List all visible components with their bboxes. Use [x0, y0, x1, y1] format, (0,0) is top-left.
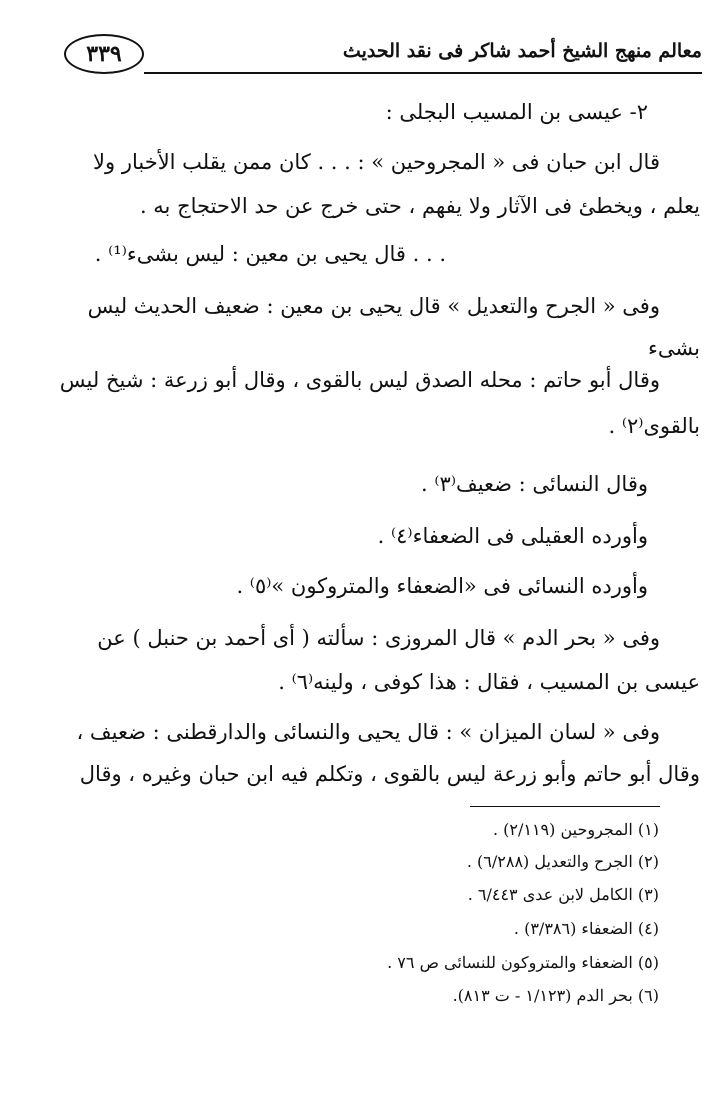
footnote-1: (١) المجروحين (٢/١١٩) .: [492, 820, 659, 839]
body-line: بالقوى⁽٢⁾ .: [608, 414, 700, 438]
body-line: وأورده العقيلى فى الضعفاء⁽٤⁾ .: [377, 524, 648, 548]
body-line: يعلم ، ويخطئ فى الآثار ولا يفهم ، حتى خرج عن حد الاحتجاج به .: [139, 194, 700, 218]
footnote-rule: [470, 806, 660, 807]
body-line: بشىء: [648, 336, 700, 360]
page-header: [62, 34, 702, 80]
body-line: وفى « بحر الدم » قال المروزى : سألته ( أى أحمد بن حنبل ) عن: [97, 626, 660, 650]
body-line: قال ابن حبان فى « المجروحين » : . . . كان ممن يقلب الأخبار ولا: [93, 150, 660, 174]
body-line: وقال النسائى : ضعيف⁽٣⁾ .: [421, 472, 648, 496]
body-line: عيسى بن المسيب ، فقال : هذا كوفى ، ولينه⁽٦⁾ .: [278, 670, 700, 694]
body-line: وفى « الجرح والتعديل » قال يحيى بن معين : ضعيف الحديث ليس: [87, 294, 660, 318]
page-number: ٣٣٩: [64, 34, 144, 74]
running-title: معالم منهج الشيخ أحمد شاكر فى نقد الحديث: [342, 40, 702, 62]
header-rule: [144, 72, 702, 74]
footnote-6: (٦) بحر الدم (١/١٢٣ - ت ٨١٣).: [452, 986, 659, 1005]
body-line: وقال أبو حاتم وأبو زرعة ليس بالقوى ، وتكلم فيه ابن حبان وغيره ، وقال: [79, 762, 700, 786]
body-line: . . . قال يحيى بن معين : ليس بشىء⁽¹⁾ .: [94, 242, 446, 266]
footnote-4: (٤) الضعفاء (٣/٣٨٦) .: [513, 919, 659, 938]
body-line: وقال أبو حاتم : محله الصدق ليس بالقوى ، وقال أبو زرعة : شيخ ليس: [59, 368, 660, 392]
footnote-2: (٢) الجرح والتعديل (٦/٢٨٨) .: [466, 852, 659, 871]
footnote-5: (٥) الضعفاء والمتروكون للنسائى ص ٧٦ .: [387, 953, 659, 972]
body-line-heading: ٢- عيسى بن المسيب البجلى :: [385, 100, 648, 124]
footnote-3: (٣) الكامل لابن عدى ٦/٤٤٣ .: [467, 885, 659, 904]
body-line: وأورده النسائى فى «الضعفاء والمتروكون »⁽٥⁾ .: [236, 574, 648, 598]
body-line: وفى « لسان الميزان » : قال يحيى والنسائى والدارقطنى : ضعيف ،: [76, 720, 660, 744]
